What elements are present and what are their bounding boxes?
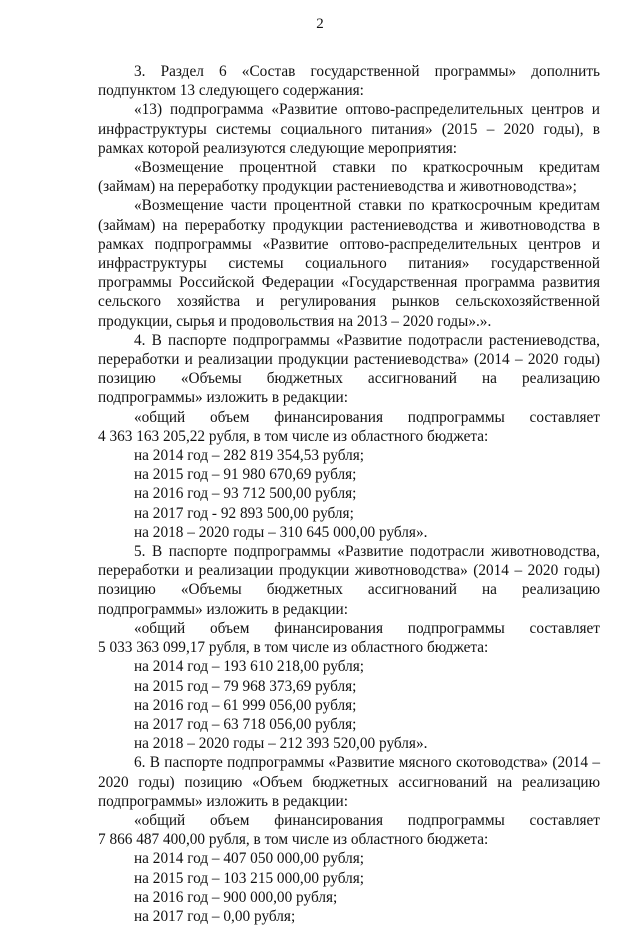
paragraph-item-6: 6. В паспорте подпрограммы «Развитие мясного скотоводства» (2014 – 2020 годы) позицию «Объем бюджетных ассигнований на реализацию подпрограммы» изложить в редакции:: [98, 754, 600, 810]
page-number: 2: [316, 16, 324, 32]
funding-year-line: на 2018 – 2020 годы – 310 645 000,00 рубля».: [134, 523, 428, 541]
funding-intro-line: «общий объем финансирования подпрограммы составляет: [134, 619, 600, 637]
funding-year-line: на 2018 – 2020 годы – 212 393 520,00 рубля».: [134, 735, 428, 753]
funding-intro-line: «общий объем финансирования подпрограммы составляет: [134, 408, 600, 426]
funding-year-line: на 2016 год – 900 000,00 рубля;: [134, 888, 338, 906]
paragraph-item-3: 3. Раздел 6 «Состав государственной программы» дополнить подпунктом 13 следующего содержания:: [98, 63, 600, 100]
paragraph-measure-2: «Возмещение части процентной ставки по краткосрочным кредитам (займам) на переработку продукции растениеводства и животноводства в рамках подпрограммы «Развитие оптово-распределительных центров и инфраструктуры системы социального питания» государственной программы Российской Федерации «Государственная программа развития сельского хозяйства и регулирования рынков сельскохозяйственной продукции, сырья и продовольствия на 2013 – 2020 годы».».: [98, 197, 600, 330]
funding-year-line: на 2016 год – 61 999 056,00 рубля;: [134, 696, 357, 714]
funding-total-line: 7 866 487 400,00 рубля, в том числе из областного бюджета:: [98, 831, 489, 849]
funding-year-line: на 2017 год - 92 893 500,00 рубля;: [134, 504, 354, 522]
funding-year-line: на 2017 год – 0,00 рубля;: [134, 907, 296, 925]
funding-total-line: 4 363 163 205,22 рубля, в том числе из областного бюджета:: [98, 427, 489, 445]
funding-year-line: на 2016 год – 93 712 500,00 рубля;: [134, 485, 357, 503]
funding-year-line: на 2014 год – 282 819 354,53 рубля;: [134, 447, 365, 465]
funding-total-line: 5 033 363 099,17 рубля, в том числе из областного бюджета:: [98, 639, 489, 657]
document-body: [98, 62, 600, 926]
funding-year-line: на 2014 год – 193 610 218,00 рубля;: [134, 658, 365, 676]
paragraph-item-4: 4. В паспорте подпрограммы «Развитие подотрасли растениеводства, переработки и реализации продукции растениеводства» (2014 – 2020 годы) позицию «Объемы бюджетных ассигнований на реализацию подпрограммы» изложить в редакции:: [98, 331, 600, 407]
funding-year-line: на 2015 год – 91 980 670,69 рубля;: [134, 466, 357, 484]
funding-year-line: на 2015 год – 103 215 000,00 рубля;: [134, 869, 365, 887]
paragraph-item-5: 5. В паспорте подпрограммы «Развитие подотрасли животноводства, переработки и реализации продукции животноводства» (2014 – 2020 годы) позицию «Объемы бюджетных ассигнований на реализацию подпрограммы» изложить в редакции:: [98, 543, 600, 618]
funding-year-line: на 2017 год – 63 718 056,00 рубля;: [134, 715, 357, 733]
funding-year-line: на 2014 год – 407 050 000,00 рубля;: [134, 850, 365, 868]
paragraph-measure-1: «Возмещение процентной ставки по краткосрочным кредитам (займам) на переработку продукции растениеводства и животноводства»;: [98, 159, 600, 196]
funding-intro-line: «общий объем финансирования подпрограммы составляет: [134, 811, 600, 829]
paragraph-subitem-13: «13) подпрограмма «Развитие оптово-распределительных центров и инфраструктуры системы социального питания» (2015 – 2020 годы), в рамках которой реализуются следующие мероприятия:: [98, 101, 600, 157]
funding-year-line: на 2015 год – 79 968 373,69 рубля;: [134, 677, 357, 695]
